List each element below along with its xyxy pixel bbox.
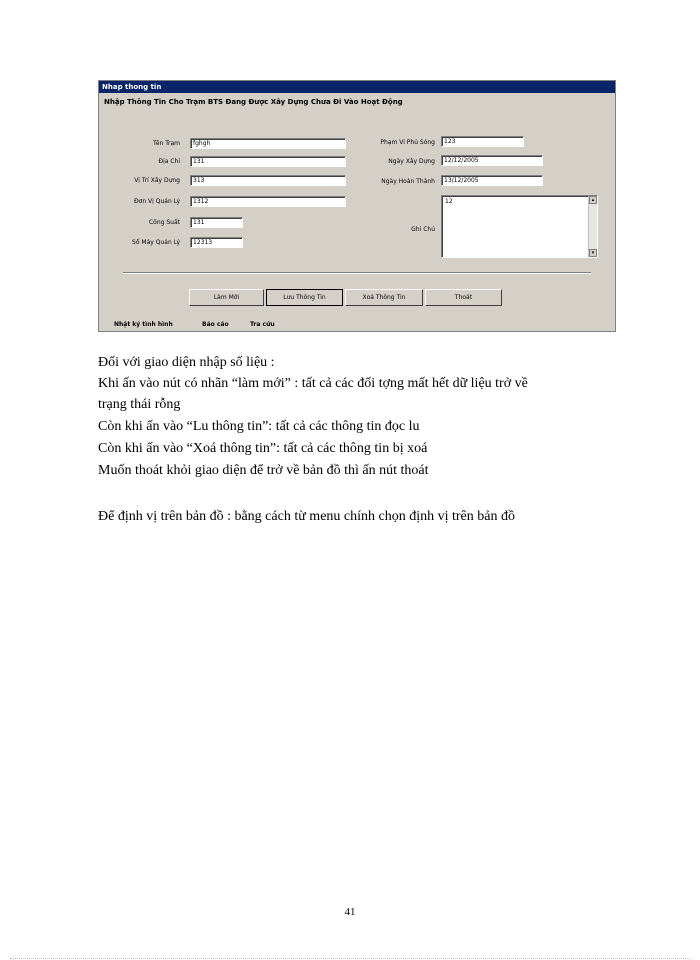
page-bottom-rule	[10, 958, 690, 959]
window-title: Nhap thong tin	[99, 81, 615, 93]
pham-vi-input[interactable]: 123	[441, 136, 524, 147]
scroll-down-icon[interactable]: ▾	[589, 249, 597, 257]
label-don-vi: Đơn Vị Quản Lý	[134, 198, 180, 205]
form-divider	[123, 272, 591, 274]
xoa-thong-tin-button[interactable]: Xoá Thông Tin	[345, 289, 423, 306]
ten-tram-input[interactable]: fghgh	[190, 138, 346, 149]
thoat-button[interactable]: Thoát	[425, 289, 502, 306]
label-cong-suat: Công Suất	[148, 219, 180, 226]
don-vi-input[interactable]: 1312	[190, 196, 346, 207]
label-ngay-hoan-thanh: Ngày Hoàn Thành	[381, 178, 435, 185]
ngay-xay-dung-input[interactable]: 12/12/2005	[441, 155, 543, 166]
luu-thong-tin-button[interactable]: Lưu Thông Tin	[266, 289, 343, 306]
dia-chi-input[interactable]: 131	[190, 156, 346, 167]
text-line-3: trạng thái rỗng	[98, 397, 181, 412]
label-pham-vi: Phạm Vi Phủ Sóng	[380, 139, 435, 146]
label-ten-tram: Tên Trạm	[153, 140, 180, 147]
so-may-input[interactable]: 12313	[190, 237, 243, 248]
ghi-chu-value: 12	[445, 198, 453, 205]
text-line-5: Còn khi ấn vào “Xoá thông tin”: tất cả các thông tin bị xoá	[98, 441, 428, 456]
scroll-up-icon[interactable]: ▴	[589, 196, 597, 204]
cong-suat-input[interactable]: 131	[190, 217, 243, 228]
label-so-may: Số Máy Quản Lý	[132, 239, 180, 246]
form-screenshot	[98, 80, 616, 332]
menu-tra-cuu[interactable]: Tra cứu	[250, 321, 275, 328]
text-line-7: Để định vị trên bản đồ : bằng cách từ menu chính chọn định vị trên bản đồ	[98, 509, 515, 524]
menu-nhat-ky[interactable]: Nhật ký tình hình	[114, 321, 173, 328]
text-line-6: Muốn thoát khỏi giao diện để trở về bản đồ thì ấn nút thoát	[98, 463, 429, 478]
ghi-chu-scrollbar[interactable]	[588, 196, 597, 257]
label-dia-chi: Địa Chỉ	[158, 158, 180, 165]
menu-bao-cao[interactable]: Báo cáo	[202, 321, 229, 328]
ngay-hoan-thanh-input[interactable]: 13/12/2005	[441, 175, 543, 186]
text-line-1: Đối với giao diện nhập số liệu :	[98, 355, 275, 370]
text-line-2: Khi ấn vào nút có nhãn “làm mới” : tất cả các đối tợng mất hết dữ liệu trở về	[98, 376, 528, 391]
page-number: 41	[344, 906, 356, 918]
form-header: Nhập Thông Tin Cho Trạm BTS Đang Được Xây Dựng Chưa Đi Vào Hoạt Động	[104, 98, 403, 106]
text-line-4: Còn khi ấn vào “Lu thông tin”: tất cả các thông tin đọc lu	[98, 419, 420, 434]
ghi-chu-textarea[interactable]	[441, 195, 598, 258]
label-ghi-chu: Ghi Chú	[411, 226, 435, 233]
vi-tri-input[interactable]: 313	[190, 175, 346, 186]
label-vi-tri: Vị Trí Xây Dựng	[134, 177, 180, 184]
lam-moi-button[interactable]: Làm Mới	[189, 289, 264, 306]
label-ngay-xay-dung: Ngày Xây Dựng	[388, 158, 435, 165]
